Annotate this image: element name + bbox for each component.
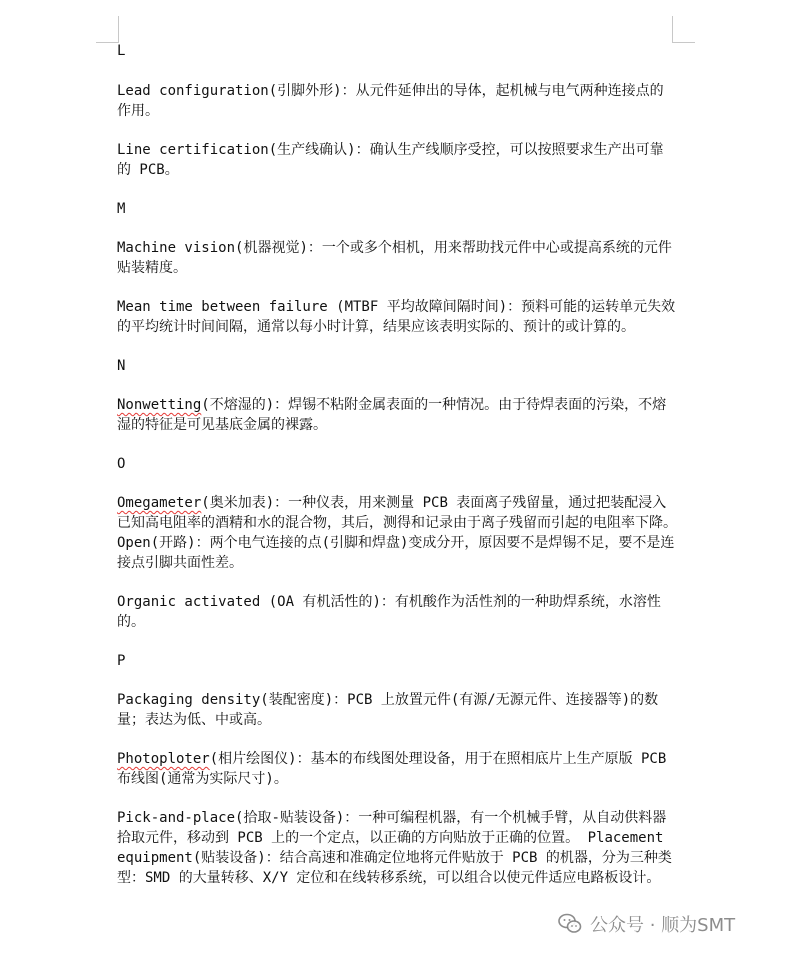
glossary-definition: (MTBF 平均故障间隔时间)：预料可能的运转单元失效的平均统计时间间隔，通常以每小时计算，结果应该表明实际的、预计的或计算的。 xyxy=(117,299,676,335)
glossary-definition: (OA 有机活性的)：有机酸作为活性剂的一种助焊系统，水溶性的。 xyxy=(117,594,661,630)
glossary-definition: (奥米加表)：一种仪表，用来测量 PCB 表面离子残留量，通过把装配浸入已知高电阻率的酒精和水的混合物，其后，测得和记录由于离子残留而引起的电阻率下降。Open(开路)：两个电气连接的点(引脚和焊盘)变成分开，原因要不是焊锡不足，要不是连接点引脚共面性差。 xyxy=(117,495,677,571)
glossary-definition: (贴装设备)：结合高速和准确定位地将元件贴放于 PCB 的机器，分为三种类型：SMD 的大量转移、X/Y 定位和在线转移系统，可以组合以使元件适应电路板设计。 xyxy=(117,850,672,886)
glossary-entry xyxy=(117,395,677,435)
watermark-text: 公众号 · 顺为SMT xyxy=(590,915,736,936)
glossary-term: Packaging density xyxy=(117,692,261,708)
section-letter-p: P xyxy=(117,653,126,669)
glossary-entry xyxy=(117,808,677,888)
glossary-definition: (机器视觉)：一个或多个相机，用来帮助找元件中心或提高系统的元件贴装精度。 xyxy=(117,240,672,276)
glossary-definition: (生产线确认)：确认生产线顺序受控，可以按照要求生产出可靠的 PCB。 xyxy=(117,142,664,178)
glossary-definition: (不熔湿的)：焊锡不粘附金属表面的一种情况。由于待焊表面的污染，不熔湿的特征是可见基底金属的裸露。 xyxy=(117,397,667,433)
glossary-entry xyxy=(117,140,677,180)
account-watermark xyxy=(558,909,735,939)
glossary-term: Machine vision xyxy=(117,240,236,256)
glossary-term: Lead configuration xyxy=(117,83,269,99)
glossary-term-spellcheck: Nonwetting xyxy=(117,397,202,413)
glossary-term: Pick-and-place xyxy=(117,810,236,826)
document-body[interactable] xyxy=(117,41,677,888)
glossary-entry xyxy=(117,81,677,121)
page-corner-mark-top-left xyxy=(96,16,119,43)
section-letter-o: O xyxy=(117,456,126,472)
glossary-entry xyxy=(117,690,677,730)
glossary-term: Line certification xyxy=(117,142,269,158)
glossary-definition: (相片绘图仪)：基本的布线图处理设备，用于在照相底片上生产原版 PCB 布线图(通常为实际尺寸)。 xyxy=(117,751,667,787)
section-letter-l: L xyxy=(117,43,126,59)
section-letter-m: M xyxy=(117,201,126,217)
glossary-definition: (拾取-贴装设备)：一种可编程机器，有一个机械手臂，从自动供料器拾取元件，移动到 PCB 上的一个定点，以正确的方向贴放于正确的位置。 xyxy=(117,810,667,846)
section-letter-n: N xyxy=(117,358,126,374)
glossary-entry xyxy=(117,493,677,573)
glossary-term: Placement equipment xyxy=(117,830,664,866)
glossary-entry xyxy=(117,592,677,632)
glossary-definition: (引脚外形)：从元件延伸出的导体，起机械与电气两种连接点的作用。 xyxy=(117,83,664,119)
glossary-definition: (装配密度)：PCB 上放置元件(有源/无源元件、连接器等)的数量；表达为低、中或高。 xyxy=(117,692,659,728)
glossary-entry xyxy=(117,238,677,278)
glossary-term: Organic activated xyxy=(117,594,261,610)
glossary-entry xyxy=(117,297,677,337)
glossary-term-spellcheck: Photoploter xyxy=(117,751,210,767)
wechat-icon xyxy=(558,913,582,935)
glossary-term: Mean time between failure xyxy=(117,299,328,315)
glossary-term-spellcheck: Omegameter xyxy=(117,495,202,511)
page-corner-mark-top-right xyxy=(672,16,695,43)
glossary-entry xyxy=(117,749,677,789)
